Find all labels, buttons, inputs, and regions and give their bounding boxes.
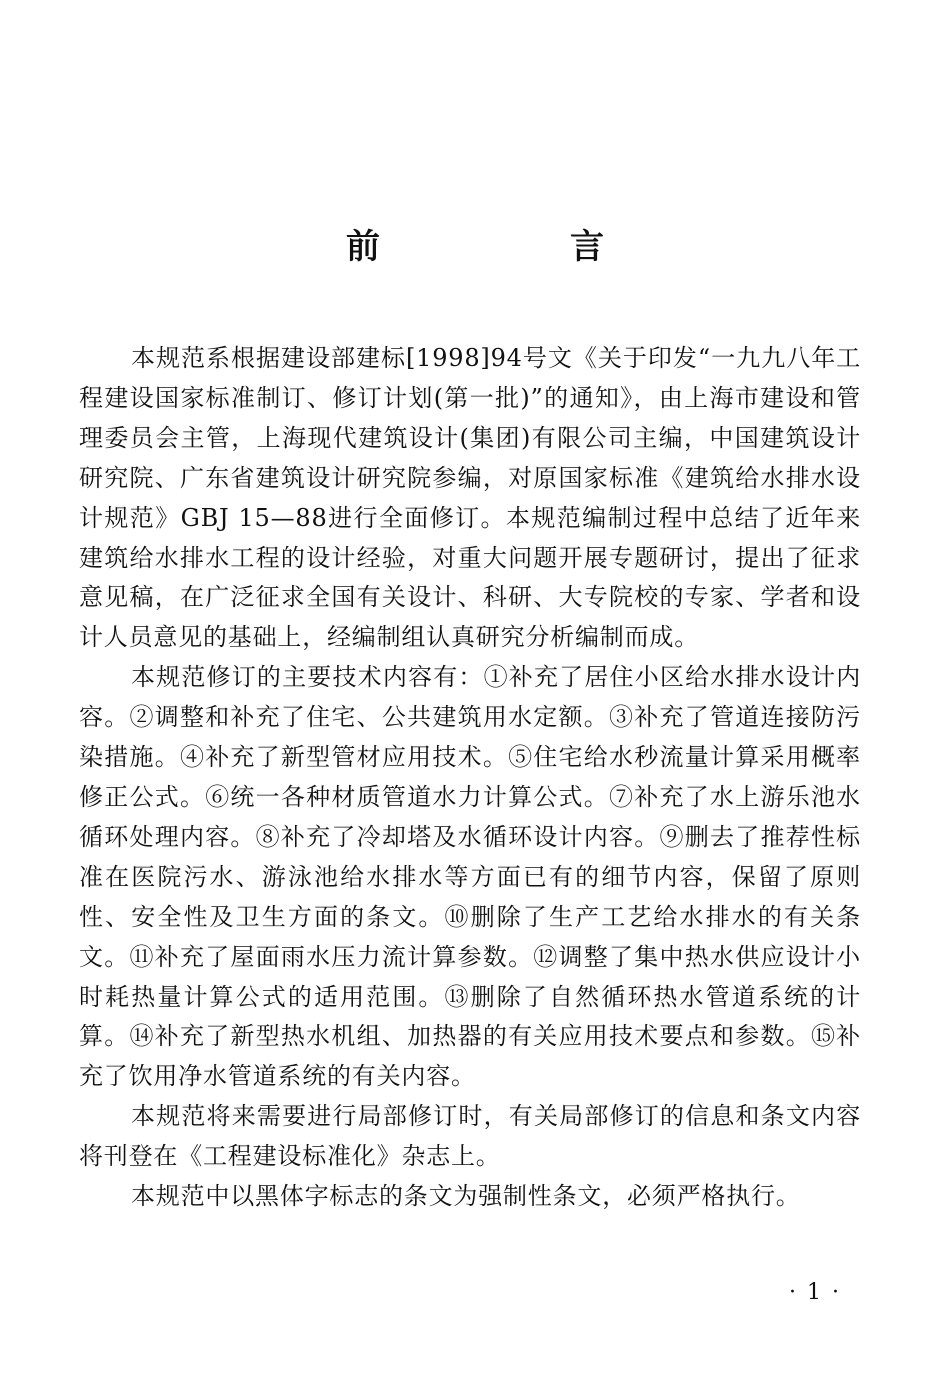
body-text [79, 339, 861, 1217]
page-title: 前 言 [346, 227, 682, 267]
paragraph-mandatory-clauses: 本规范中以黑体字标志的条文为强制性条文，必须严格执行。 [131, 1182, 801, 1211]
page-number: · 1 · [789, 1280, 841, 1305]
paragraph-compilation-background: 本规范系根据建设部建标[1998]94号文《关于印发“一九九八年工程建设国家标准制订、修订计划(第一批)”的通知》，由上海市建设和管理委员会主管，上海现代建筑设计(集团)有限公司主编，中国建筑设计研究院、广东省建筑设计研究院参编，对原国家标准《建筑给水排水设计规范》GBJ 15—88进行全面修订。本规范编制过程中总结了近年来建筑给水排水工程的设计经验，对重大问题开展专题研讨，提出了征求意见稿，在广泛征求全国有关设计、科研、大专院校的专家、学者和设计人员意见的基础上，经编制组认真研究分析编制而成。 [79, 344, 861, 652]
paragraph-future-revision: 本规范将来需要进行局部修订时，有关局部修订的信息和条文内容将刊登在《工程建设标准化》杂志上。 [79, 1102, 861, 1171]
paragraph-revision-contents: 本规范修订的主要技术内容有：①补充了居住小区给水排水设计内容。②调整和补充了住宅、公共建筑用水定额。③补充了管道连接防污染措施。④补充了新型管材应用技术。⑤住宅给水秒流量计算采用概率修正公式。⑥统一各种材质管道水力计算公式。⑦补充了水上游乐池水循环处理内容。⑧补充了冷却塔及水循环设计内容。⑨删去了推荐性标准在医院污水、游泳池给水排水等方面已有的细节内容，保留了原则性、安全性及卫生方面的条文。⑩删除了生产工艺给水排水的有关条文。⑪补充了屋面雨水压力流计算参数。⑫调整了集中热水供应设计小时耗热量计算公式的适用范围。⑬删除了自然循环热水管道系统的计算。⑭补充了新型热水机组、加热器的有关应用技术要点和参数。⑮补充了饮用净水管道系统的有关内容。 [79, 663, 861, 1091]
